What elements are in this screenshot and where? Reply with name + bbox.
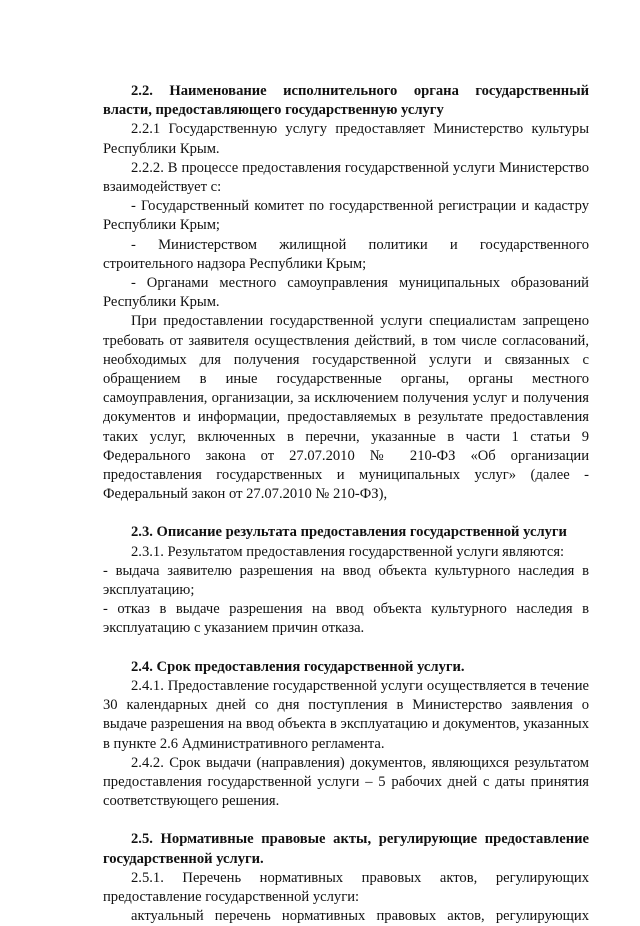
paragraph-actual-list: актуальный перечень нормативных правовых актов, регулирующих (131, 908, 589, 925)
paragraph-2-5-1: 2.5.1. Перечень нормативных правовых актов, регулирующих предоставление государственной услуги: (103, 869, 589, 905)
list-item-permit-issue: - выдача заявителю разрешения на ввод объекта культурного наследия в эксплуатацию; (103, 562, 589, 599)
paragraph-2-3-1: 2.3.1. Результатом предоставления государственной услуги являются: (131, 543, 565, 560)
list-item-ministry-housing: - Министерством жилищной политики и государственного строительного надзора Республики Крым; (103, 236, 589, 272)
section-gap (103, 504, 589, 523)
paragraph-2-4-1: 2.4.1. Предоставление государственной услуги осуществляется в течение 30 календарных дней со дня поступления в Министерство заявления о выдаче разрешения на ввод объекта в эксплуатацию и документов, указанных в пункте 2.6 Административного регламента. (103, 677, 589, 752)
section-heading-2-4: 2.4. Срок предоставления государственной услуги. (131, 658, 465, 675)
list-item-permit-refusal: - отказ в выдаче разрешения на ввод объекта культурного наследия в эксплуатацию с указанием причин отказа. (103, 601, 589, 637)
section-gap (103, 811, 589, 830)
list-item-goskomregistr: - Государственный комитет по государственной регистрации и кадастру Республики Крым; (103, 198, 589, 234)
paragraph-2-2-2: 2.2.2. В процессе предоставления государственной услуги Министерство взаимодействует с: (103, 159, 589, 196)
paragraph-2-2-1: 2.2.1 Государственную услугу предоставляет Министерство культуры Республики Крым. (103, 121, 589, 157)
document-page (103, 82, 589, 926)
section-heading-2-5: 2.5. Нормативные правовые акты, регулирующие предоставление государственной услуги. (103, 831, 589, 867)
section-gap (103, 639, 589, 658)
list-item-local-self-government: - Органами местного самоуправления муниципальных образований Республики Крым. (103, 275, 589, 311)
paragraph-2-4-2: 2.4.2. Срок выдачи (направления) документов, являющихся результатом предоставления государственной услуги – 5 рабочих дней с даты принятия соответствующего решения. (103, 754, 589, 810)
paragraph-prohibition: При предоставлении государственной услуги специалистам запрещено требовать от заявителя осуществления действий, в том числе согласований, необходимых для получения государственной услуги и связанных с обращением в иные государственные органы, органы местного самоуправления, организации, за исключением получения услуг и получения документов и информации, предоставляемых в результате предоставления таких услуг, включенных в перечни, указанные в части 1 статьи 9 Федерального закона от 27.07.2010 № 210-ФЗ «Об организации предоставления государственных и муниципальных услуг» (далее - Федеральный закон от 27.07.2010 № 210-ФЗ), (103, 313, 589, 503)
section-heading-2-2: 2.2. Наименование исполнительного органа государственный власти, предоставляющего государственную услугу (103, 83, 589, 119)
section-heading-2-3: 2.3. Описание результата предоставления государственной услуги (131, 524, 567, 541)
